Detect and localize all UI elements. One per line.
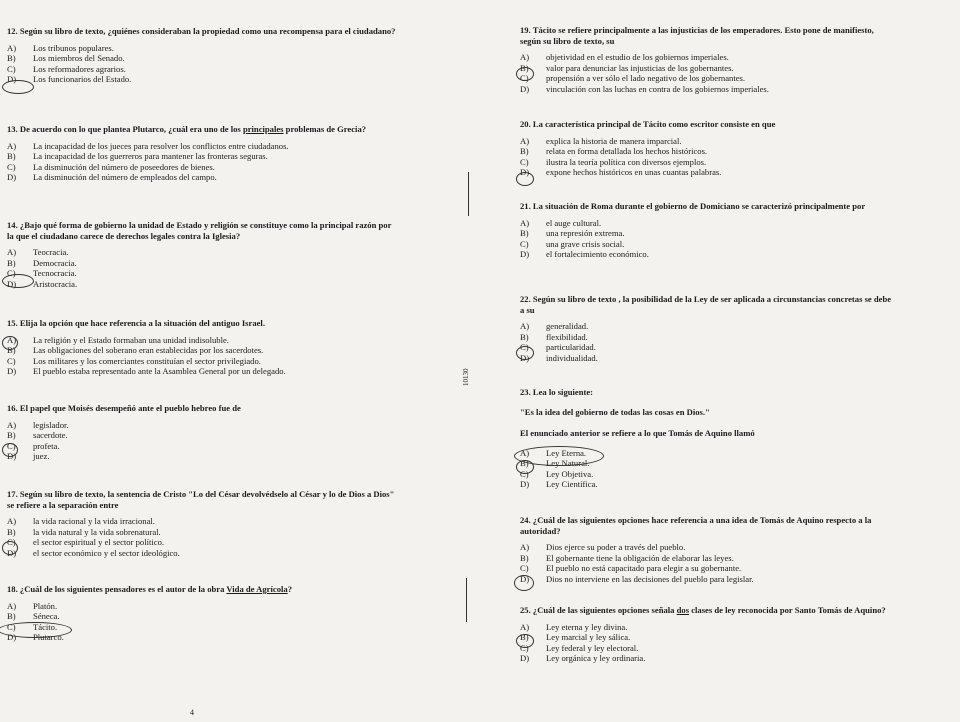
option-item bbox=[7, 516, 397, 527]
option-text: Los reformadores agrarios. bbox=[33, 63, 126, 74]
option-item bbox=[520, 52, 895, 63]
option-item bbox=[7, 74, 397, 85]
option-item bbox=[7, 258, 397, 269]
answer-circle-mark bbox=[2, 80, 34, 94]
option-letter: C) bbox=[7, 621, 16, 632]
options-list bbox=[7, 516, 397, 558]
option-item bbox=[7, 172, 397, 183]
answer-circle-mark bbox=[516, 460, 534, 474]
option-letter: A) bbox=[520, 135, 530, 146]
question-stem: 15. Elija la opción que hace referencia a la situación del antiguo Israel. bbox=[7, 318, 265, 328]
option-letter: B) bbox=[520, 146, 529, 157]
option-text: Séneca. bbox=[33, 611, 60, 622]
option-text: el sector espiritual y el sector político. bbox=[33, 537, 165, 548]
option-item bbox=[7, 43, 397, 54]
option-text: una represión extrema. bbox=[546, 228, 625, 239]
option-letter: B) bbox=[7, 151, 16, 162]
option-item bbox=[7, 268, 397, 279]
option-item bbox=[520, 622, 895, 633]
option-item bbox=[7, 64, 397, 75]
option-text: Plutarco. bbox=[33, 632, 64, 643]
options-list bbox=[7, 420, 397, 462]
option-letter: B) bbox=[7, 53, 16, 64]
option-text: Aristocracia. bbox=[33, 278, 78, 289]
question-24 bbox=[520, 515, 895, 584]
answer-circle-mark bbox=[516, 67, 534, 81]
option-letter: D) bbox=[7, 632, 17, 643]
question-25 bbox=[520, 605, 895, 664]
right-column bbox=[520, 0, 960, 722]
option-text: Ley Natural. bbox=[546, 458, 590, 469]
option-item bbox=[520, 574, 895, 585]
option-text: Teocracia. bbox=[33, 247, 69, 257]
option-letter: C) bbox=[520, 468, 529, 479]
option-item bbox=[7, 537, 397, 548]
option-text: valor para denunciar las injusticias de los gobernantes. bbox=[546, 62, 734, 73]
option-letter: D) bbox=[7, 74, 17, 85]
option-letter: A) bbox=[7, 516, 17, 526]
option-letter: D) bbox=[520, 573, 530, 584]
options-list bbox=[520, 52, 895, 94]
option-letter: C) bbox=[520, 342, 529, 353]
option-text: ilustra la teoría política con diversos ejemplos. bbox=[546, 156, 707, 167]
question-13 bbox=[7, 124, 397, 183]
option-item bbox=[7, 247, 397, 258]
option-item bbox=[7, 151, 397, 162]
option-letter: D) bbox=[7, 366, 17, 377]
option-text: La incapacidad de los guerreros para mantener las fronteras seguras. bbox=[33, 151, 268, 162]
option-item bbox=[7, 162, 397, 173]
option-text: Los tribunos populares. bbox=[33, 42, 114, 53]
option-letter: B) bbox=[7, 526, 16, 537]
option-letter: B) bbox=[7, 257, 16, 268]
options-list bbox=[520, 542, 895, 584]
option-item bbox=[7, 601, 397, 612]
option-letter: D) bbox=[7, 278, 17, 289]
option-letter: B) bbox=[7, 430, 16, 441]
option-letter: D) bbox=[7, 172, 17, 183]
option-text: una grave crisis social. bbox=[546, 238, 625, 249]
option-letter: A) bbox=[520, 217, 530, 228]
option-text: Ley Objetiva. bbox=[546, 468, 594, 479]
option-text: Ley Eterna. bbox=[546, 447, 587, 458]
option-text: Tácito. bbox=[33, 621, 58, 632]
option-text: el auge cultural. bbox=[546, 217, 602, 228]
options-list bbox=[7, 601, 397, 643]
option-item bbox=[520, 239, 895, 250]
option-item bbox=[520, 332, 895, 343]
options-list bbox=[7, 247, 397, 289]
options-list bbox=[7, 141, 397, 183]
option-letter: C) bbox=[7, 268, 16, 279]
option-item bbox=[520, 321, 895, 332]
option-letter: C) bbox=[520, 238, 529, 249]
option-letter: B) bbox=[520, 458, 529, 469]
option-text: generalidad. bbox=[546, 321, 589, 331]
option-item bbox=[7, 451, 397, 462]
answer-circle-mark bbox=[514, 575, 534, 591]
option-letter: C) bbox=[7, 161, 16, 172]
question-21 bbox=[520, 201, 895, 260]
option-letter: C) bbox=[7, 537, 16, 548]
question-23 bbox=[520, 387, 895, 490]
option-item bbox=[7, 527, 397, 538]
option-text: La incapacidad de los jueces para resolver los conflictos entre ciudadanos. bbox=[33, 140, 289, 151]
answer-circle-mark bbox=[516, 172, 534, 186]
answer-circle-mark bbox=[2, 336, 18, 350]
option-letter: C) bbox=[7, 355, 16, 366]
options-list bbox=[520, 622, 895, 664]
option-item bbox=[7, 279, 397, 290]
option-letter: D) bbox=[7, 547, 17, 558]
option-item bbox=[520, 469, 895, 480]
option-item bbox=[520, 73, 895, 84]
option-letter: D) bbox=[520, 653, 530, 664]
option-text: flexibilidad. bbox=[546, 331, 588, 342]
option-text: individualidad. bbox=[546, 352, 598, 363]
question-stem: 14. ¿Bajo qué forma de gobierno la unidad de Estado y religión se constituye como la principal razón por la que el ciudadano carece de derechos legales contra la Iglesia? bbox=[7, 220, 392, 241]
option-item bbox=[7, 441, 397, 452]
option-text: profeta. bbox=[33, 440, 60, 451]
option-text: Ley Científica. bbox=[546, 479, 598, 490]
option-item bbox=[520, 84, 895, 95]
option-letter: B) bbox=[7, 345, 16, 356]
option-letter: D) bbox=[520, 249, 530, 260]
options-list bbox=[7, 43, 397, 85]
option-letter: B) bbox=[520, 228, 529, 239]
option-text: Los militares y los comerciantes constituían el sector privilegiado. bbox=[33, 355, 261, 366]
options-list bbox=[520, 218, 895, 260]
option-text: Democracia. bbox=[33, 257, 77, 268]
option-item bbox=[7, 356, 397, 367]
option-item bbox=[520, 63, 895, 74]
option-text: La disminución del número de empleados del campo. bbox=[33, 172, 217, 183]
answer-circle-mark bbox=[516, 634, 534, 648]
option-letter: B) bbox=[520, 632, 529, 643]
option-item bbox=[520, 479, 895, 490]
option-item bbox=[520, 643, 895, 654]
question-stem: 18. ¿Cuál de los siguientes pensadores es el autor de la obra Vida de Agrícola? bbox=[7, 584, 292, 594]
option-letter: A) bbox=[7, 419, 17, 430]
option-letter: C) bbox=[7, 440, 16, 451]
option-item bbox=[520, 632, 895, 643]
option-letter: B) bbox=[520, 62, 529, 73]
option-text: Ley marcial y ley sálica. bbox=[546, 632, 631, 643]
question-quote: "Es la idea del gobierno de todas las cosas en Dios." bbox=[520, 406, 710, 417]
option-letter: A) bbox=[7, 140, 17, 151]
option-letter: A) bbox=[7, 42, 17, 53]
option-text: Los miembros del Senado. bbox=[33, 53, 125, 64]
option-text: La disminución del número de poseedores de bienes. bbox=[33, 161, 215, 172]
option-text: Ley eterna y ley divina. bbox=[546, 621, 628, 632]
option-text: expone hechos históricos en unas cuantas palabras. bbox=[546, 167, 722, 178]
question-stem: 20. La característica principal de Tácito como escritor consiste en que bbox=[520, 119, 776, 129]
option-text: la vida racional y la vida irracional. bbox=[33, 516, 155, 526]
option-letter: D) bbox=[7, 451, 17, 462]
question-stem: 22. Según su libro de texto , la posibilidad de la Ley de ser aplicada a circunstancias concretas se debe a su bbox=[520, 294, 892, 315]
option-letter: B) bbox=[520, 552, 529, 563]
question-20 bbox=[520, 119, 895, 178]
question-stem: 12. Según su libro de texto, ¿quiénes consideraban la propiedad como una recompensa para el ciudadano? bbox=[7, 26, 396, 36]
option-text: El pueblo estaba representado ante la Asamblea General por un delegado. bbox=[33, 366, 286, 377]
question-stem: 16. El papel que Moisés desempeñó ante el pueblo hebreo fue de bbox=[7, 403, 241, 413]
option-text: propensión a ver sólo el lado negativo de los gobernantes. bbox=[546, 73, 746, 84]
option-item bbox=[7, 430, 397, 441]
option-letter: C) bbox=[520, 563, 529, 574]
question-19 bbox=[520, 25, 895, 94]
question-12 bbox=[7, 26, 397, 85]
option-text: juez. bbox=[33, 451, 50, 462]
option-text: el fortalecimiento económico. bbox=[546, 249, 649, 260]
option-letter: A) bbox=[520, 52, 530, 62]
option-letter: A) bbox=[7, 247, 17, 257]
option-text: vinculación con las luchas en contra de los gobiernos imperiales. bbox=[546, 83, 769, 94]
option-text: Las obligaciones del soberano eran establecidas por los sacerdotes. bbox=[33, 345, 264, 356]
option-letter: A) bbox=[520, 321, 530, 331]
option-item bbox=[7, 366, 397, 377]
option-text: Los funcionarios del Estado. bbox=[33, 74, 132, 85]
option-item bbox=[520, 553, 895, 564]
option-item bbox=[520, 542, 895, 553]
option-item bbox=[520, 353, 895, 364]
option-text: Platón. bbox=[33, 600, 58, 611]
option-item bbox=[520, 249, 895, 260]
answer-circle-mark bbox=[2, 443, 18, 457]
options-list bbox=[7, 335, 397, 377]
option-item bbox=[7, 53, 397, 64]
option-text: sacerdote. bbox=[33, 430, 68, 441]
option-text: relata en forma detallada los hechos históricos. bbox=[546, 146, 708, 157]
option-letter: D) bbox=[520, 479, 530, 490]
option-letter: C) bbox=[520, 156, 529, 167]
answer-circle-mark bbox=[0, 622, 72, 638]
option-text: objetividad en el estudio de los gobiernos imperiales. bbox=[546, 52, 729, 62]
option-item bbox=[520, 563, 895, 574]
option-item bbox=[520, 653, 895, 664]
option-item bbox=[520, 136, 895, 147]
answer-circle-mark bbox=[516, 346, 534, 360]
question-15 bbox=[7, 318, 397, 377]
question-stem: 21. La situación de Roma durante el gobierno de Domiciano se caracterizó principalmente por bbox=[520, 201, 866, 211]
option-letter: B) bbox=[520, 331, 529, 342]
option-letter: D) bbox=[520, 352, 530, 363]
option-text: Dios no interviene en las decisiones del pueblo para legislar. bbox=[546, 573, 754, 584]
left-column bbox=[0, 0, 440, 722]
option-text: Dios ejerce su poder a través del pueblo. bbox=[546, 542, 686, 552]
answer-circle-mark bbox=[2, 541, 18, 555]
option-item bbox=[520, 228, 895, 239]
question-16 bbox=[7, 403, 397, 462]
option-letter: A) bbox=[7, 600, 17, 611]
margin-line-mark bbox=[466, 578, 467, 622]
page-number: 4 bbox=[190, 708, 194, 717]
option-item bbox=[7, 335, 397, 346]
option-item bbox=[7, 345, 397, 356]
options-list bbox=[520, 321, 895, 363]
question-stem: 19. Tácito se refiere principalmente a las injusticias de los emperadores. Esto pone de manifiesto, según su libro de texto, su bbox=[520, 25, 874, 46]
options-list bbox=[520, 136, 895, 178]
option-text: Ley federal y ley electoral. bbox=[546, 642, 639, 653]
question-17 bbox=[7, 489, 397, 558]
option-text: la vida natural y la vida sobrenatural. bbox=[33, 526, 161, 537]
question-stem: 13. De acuerdo con lo que plantea Plutarco, ¿cuál era uno de los principales problemas de Grecia? bbox=[7, 124, 367, 134]
option-text: Tecnocracia. bbox=[33, 268, 77, 279]
option-letter: D) bbox=[520, 167, 530, 178]
side-code: 10130 bbox=[462, 368, 470, 386]
question-stem: 24. ¿Cuál de las siguientes opciones hace referencia a una idea de Tomás de Aquino respecto a la autoridad? bbox=[520, 515, 872, 536]
option-letter: A) bbox=[7, 334, 17, 345]
option-text: el sector económico y el sector ideológico. bbox=[33, 547, 180, 558]
option-letter: C) bbox=[520, 73, 529, 84]
option-text: particularidad. bbox=[546, 342, 596, 353]
option-item bbox=[7, 548, 397, 559]
option-text: Ley orgánica y ley ordinaria. bbox=[546, 653, 646, 664]
question-stem: 17. Según su libro de texto, la sentencia de Cristo "Lo del César devolvédselo al César y lo de Dios a Dios" se refiere a la separación entre bbox=[7, 489, 395, 510]
margin-line-mark bbox=[468, 172, 469, 216]
option-letter: A) bbox=[520, 542, 530, 552]
question-prompt: El enunciado anterior se refiere a lo que Tomás de Aquino llamó bbox=[520, 428, 755, 438]
question-14 bbox=[7, 220, 397, 289]
option-item bbox=[520, 146, 895, 157]
option-item bbox=[520, 157, 895, 168]
option-text: El gobernante tiene la obligación de elaborar las leyes. bbox=[546, 552, 734, 563]
option-item bbox=[7, 141, 397, 152]
option-item bbox=[7, 420, 397, 431]
option-item bbox=[520, 218, 895, 229]
question-stem: 25. ¿Cuál de las siguientes opciones señala dos clases de ley reconocida por Santo Tomás de Aquino? bbox=[520, 605, 886, 615]
option-letter: B) bbox=[7, 611, 16, 622]
option-text: La religión y el Estado formaban una unidad indisoluble. bbox=[33, 334, 229, 345]
option-item bbox=[520, 167, 895, 178]
option-text: El pueblo no está capacitado para elegir a su gobernante. bbox=[546, 563, 742, 574]
option-letter: A) bbox=[520, 447, 530, 458]
answer-circle-mark bbox=[2, 274, 34, 288]
option-item bbox=[520, 342, 895, 353]
option-text: legislador. bbox=[33, 419, 69, 430]
option-item bbox=[7, 611, 397, 622]
option-letter: A) bbox=[520, 621, 530, 632]
question-22 bbox=[520, 294, 895, 363]
question-stem: 23. Lea lo siguiente: bbox=[520, 387, 594, 397]
option-letter: D) bbox=[520, 83, 530, 94]
option-text: explica la historia de manera imparcial. bbox=[546, 135, 682, 146]
option-letter: C) bbox=[520, 642, 529, 653]
option-letter: C) bbox=[7, 63, 16, 74]
